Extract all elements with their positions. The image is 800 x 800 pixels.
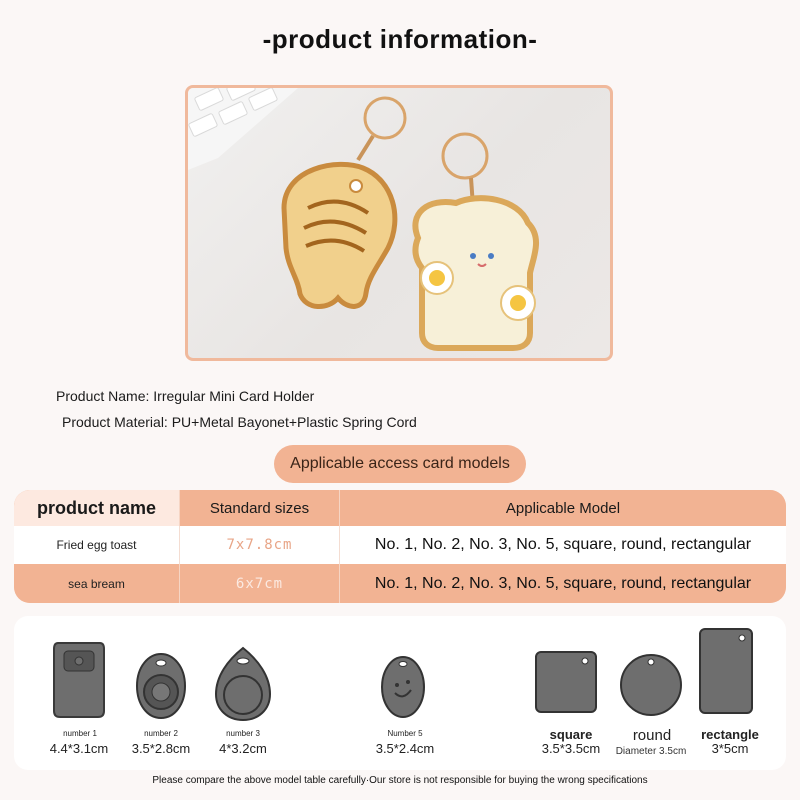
product-material-line: Product Material: PU+Metal Bayonet+Plastic Spring Cord [62,414,417,430]
row-size: 6x7cm [179,564,339,603]
card-square-label: square [549,727,593,742]
keyboard-graphic [188,88,298,170]
toast-keyring [415,134,536,348]
card-number-3-icon [214,646,272,722]
card-square-size: 3.5*3.5cm [541,741,601,756]
row-size: 7x7.8cm [179,526,339,564]
card-number-5-label: Number 5 [387,729,423,738]
row-model: No. 1, No. 2, No. 3, No. 5, square, round, rectangular [339,564,786,603]
row-model: No. 1, No. 2, No. 3, No. 5, square, round, rectangular [339,526,786,564]
card-number-2-size: 3.5*2.8cm [131,741,191,756]
applicable-models-pill: Applicable access card models [274,445,526,483]
header-product-name: product name [14,490,179,526]
card-number-3-label: number 3 [226,729,260,738]
card-number-5-icon [380,655,426,719]
card-round-icon [619,653,683,717]
size-table [14,490,786,603]
row-product-name: Fried egg toast [56,538,137,552]
product-name-line: Product Name: Irregular Mini Card Holder [56,388,315,404]
card-number-1-size: 4.4*3.1cm [49,741,109,756]
header-applicable-model: Applicable Model [339,490,786,526]
card-round-label: round [632,727,672,744]
card-number-2-label: number 2 [144,729,178,738]
card-square-icon [534,650,598,714]
footer-note: Please compare the above model table carefully·Our store is not responsible for buying the wrong specifications [152,775,648,786]
page-title: -product information- [262,24,538,54]
row-product-name: sea bream [68,576,125,591]
card-round-size: Diameter 3.5cm [615,746,687,757]
header-standard-sizes: Standard sizes [179,490,339,526]
card-number-2-icon [135,652,187,722]
product-photo [185,85,613,361]
table-row [14,564,786,603]
card-rectangle-size: 3*5cm [711,741,749,756]
card-number-3-size: 4*3.2cm [219,741,267,756]
fish-keyring [284,98,405,307]
product-photo-illustration [188,88,610,358]
card-number-1-icon [52,639,106,719]
card-rectangle-icon [698,627,754,717]
card-rectangle-label: rectangle [701,727,759,742]
table-header-row [14,490,786,526]
card-number-5-size: 3.5*2.4cm [375,741,435,756]
table-row [14,526,786,564]
card-number-1-label: number 1 [63,729,97,738]
